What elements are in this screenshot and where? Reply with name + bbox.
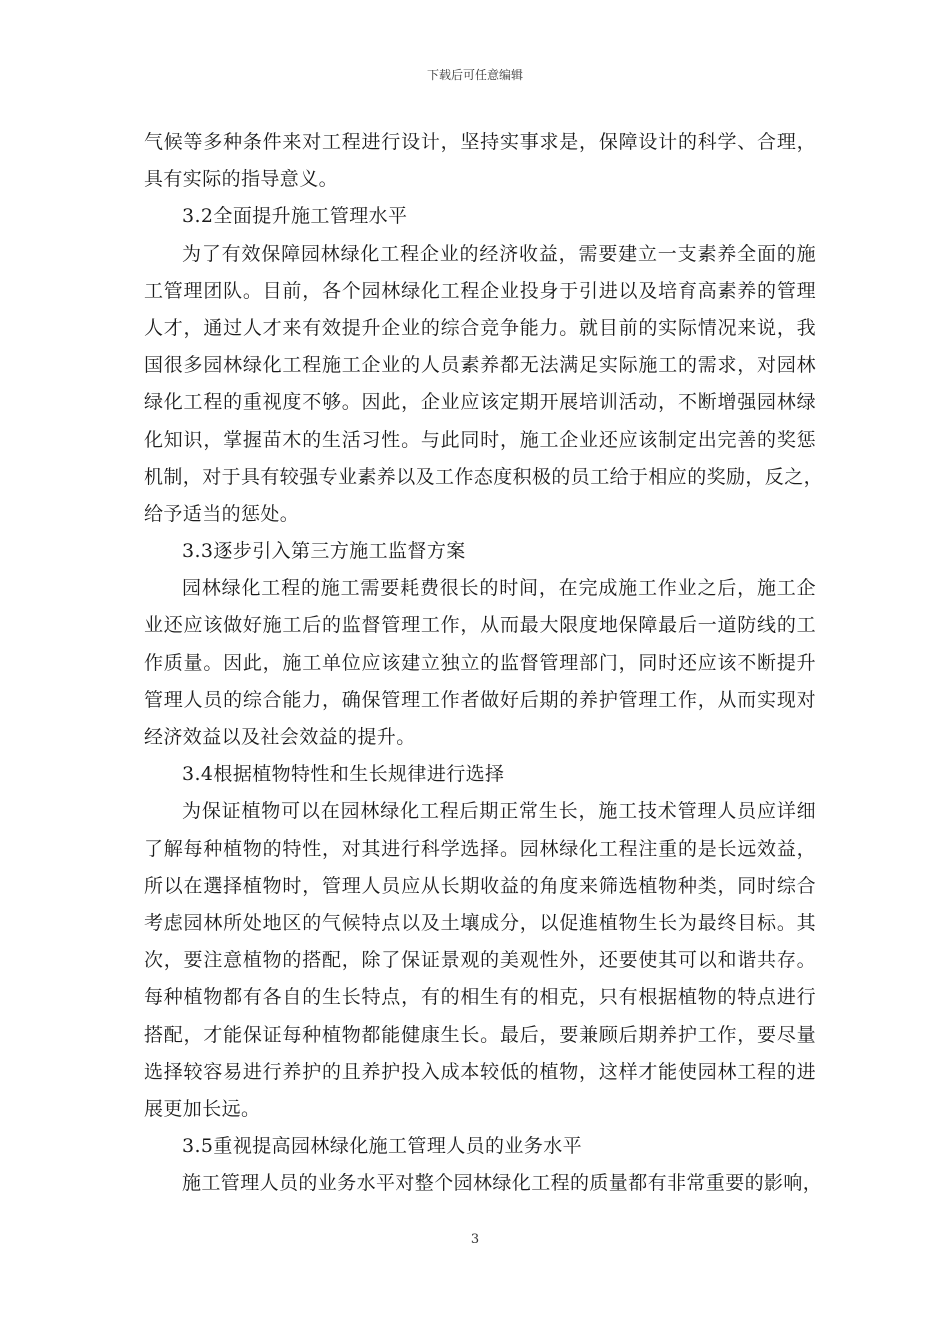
body-line: 具有实际的指导意义。: [144, 168, 339, 191]
body-line: 给予适当的惩处。: [144, 502, 300, 525]
body-line: 经济效益以及社会效益的提升。: [144, 726, 416, 748]
body-line: 每种植物都有各自的生长特点，有的相生有的相克，只有根据植物的特点进行: [144, 986, 816, 1009]
body-line: 搭配，才能保证每种植物都能健康生长。最后，要兼顾后期养护工作，要尽量: [144, 1023, 816, 1046]
body-line: 绿化工程的重视度不够。因此，企业应该定期开展培训活动，不断增强园林绿: [144, 391, 816, 414]
section-heading-3-4: 3.4根据植物特性和生长规律进行选择: [182, 763, 505, 786]
body-line: 国很多园林绿化工程施工企业的人员素养都无法满足实际施工的需求，对园林: [144, 354, 816, 377]
body-line: 化知识，掌握苗木的生活习性。与此同时，施工企业还应该制定出完善的奖惩: [144, 428, 816, 451]
body-line: 机制，对于具有较强专业素养以及工作态度积极的员工给于相应的奖励，反之，: [144, 465, 824, 488]
section-heading-3-3: 3.3逐步引入第三方施工监督方案: [182, 540, 466, 563]
body-line: 管理人员的综合能力，确保管理工作者做好后期的养护管理工作，从而实现对: [144, 688, 816, 711]
body-line: 次，要注意植物的搭配，除了保证景观的美观性外，还要使其可以和谐共存。: [144, 949, 816, 972]
page-number: 3: [470, 1232, 480, 1247]
paragraph-first-line: 施工管理人员的业务水平对整个园林绿化工程的质量都有非常重要的影响，: [182, 1172, 823, 1195]
body-line: 气候等多种条件来对工程进行设计，坚持实事求是，保障设计的科学、合理，: [144, 131, 816, 153]
paragraph-first-line: 为了有效保障园林绿化工程企业的经济收益，需要建立一支素养全面的施: [182, 242, 816, 265]
body-line: 作质量。因此，施工单位应该建立独立的监督管理部门，同时还应该不断提升: [144, 651, 816, 674]
paragraph-first-line: 为保证植物可以在园林绿化工程后期正常生长，施工技术管理人员应详细: [182, 800, 816, 823]
body-line: 了解每种植物的特性，对其进行科学选择。园林绿化工程注重的是长远效益，: [144, 837, 816, 860]
body-line: 业还应该做好施工后的监督管理工作，从而最大限度地保障最后一道防线的工: [144, 614, 816, 637]
section-heading-3-5: 3.5重视提高园林绿化施工管理人员的业务水平: [182, 1135, 583, 1158]
section-heading-3-2: 3.2全面提升施工管理水平: [182, 205, 408, 228]
document-body: [144, 124, 824, 1202]
body-line: 工管理团队。目前，各个园林绿化工程企业投身于引进以及培育高素养的管理: [144, 279, 816, 302]
paragraph-first-line: 园林绿化工程的施工需要耗费很长的时间，在完成施工作业之后，施工企: [182, 577, 816, 600]
body-line: 人才，通过人才来有效提升企业的综合竞争能力。就目前的实际情况来说，我: [144, 316, 816, 339]
page-header: 下载后可任意编辑: [426, 68, 523, 82]
body-line: 选择较容易进行养护的且养护投入成本较低的植物，这样才能使园林工程的进: [144, 1060, 816, 1083]
body-line: 展更加长远。: [144, 1097, 261, 1120]
body-line: 考虑园林所处地区的气候特点以及土壤成分，以促進植物生长为最终目标。其: [144, 911, 816, 934]
body-line: 所以在選择植物时，管理人员应从长期收益的角度来筛选植物种类，同时综合: [144, 874, 816, 897]
